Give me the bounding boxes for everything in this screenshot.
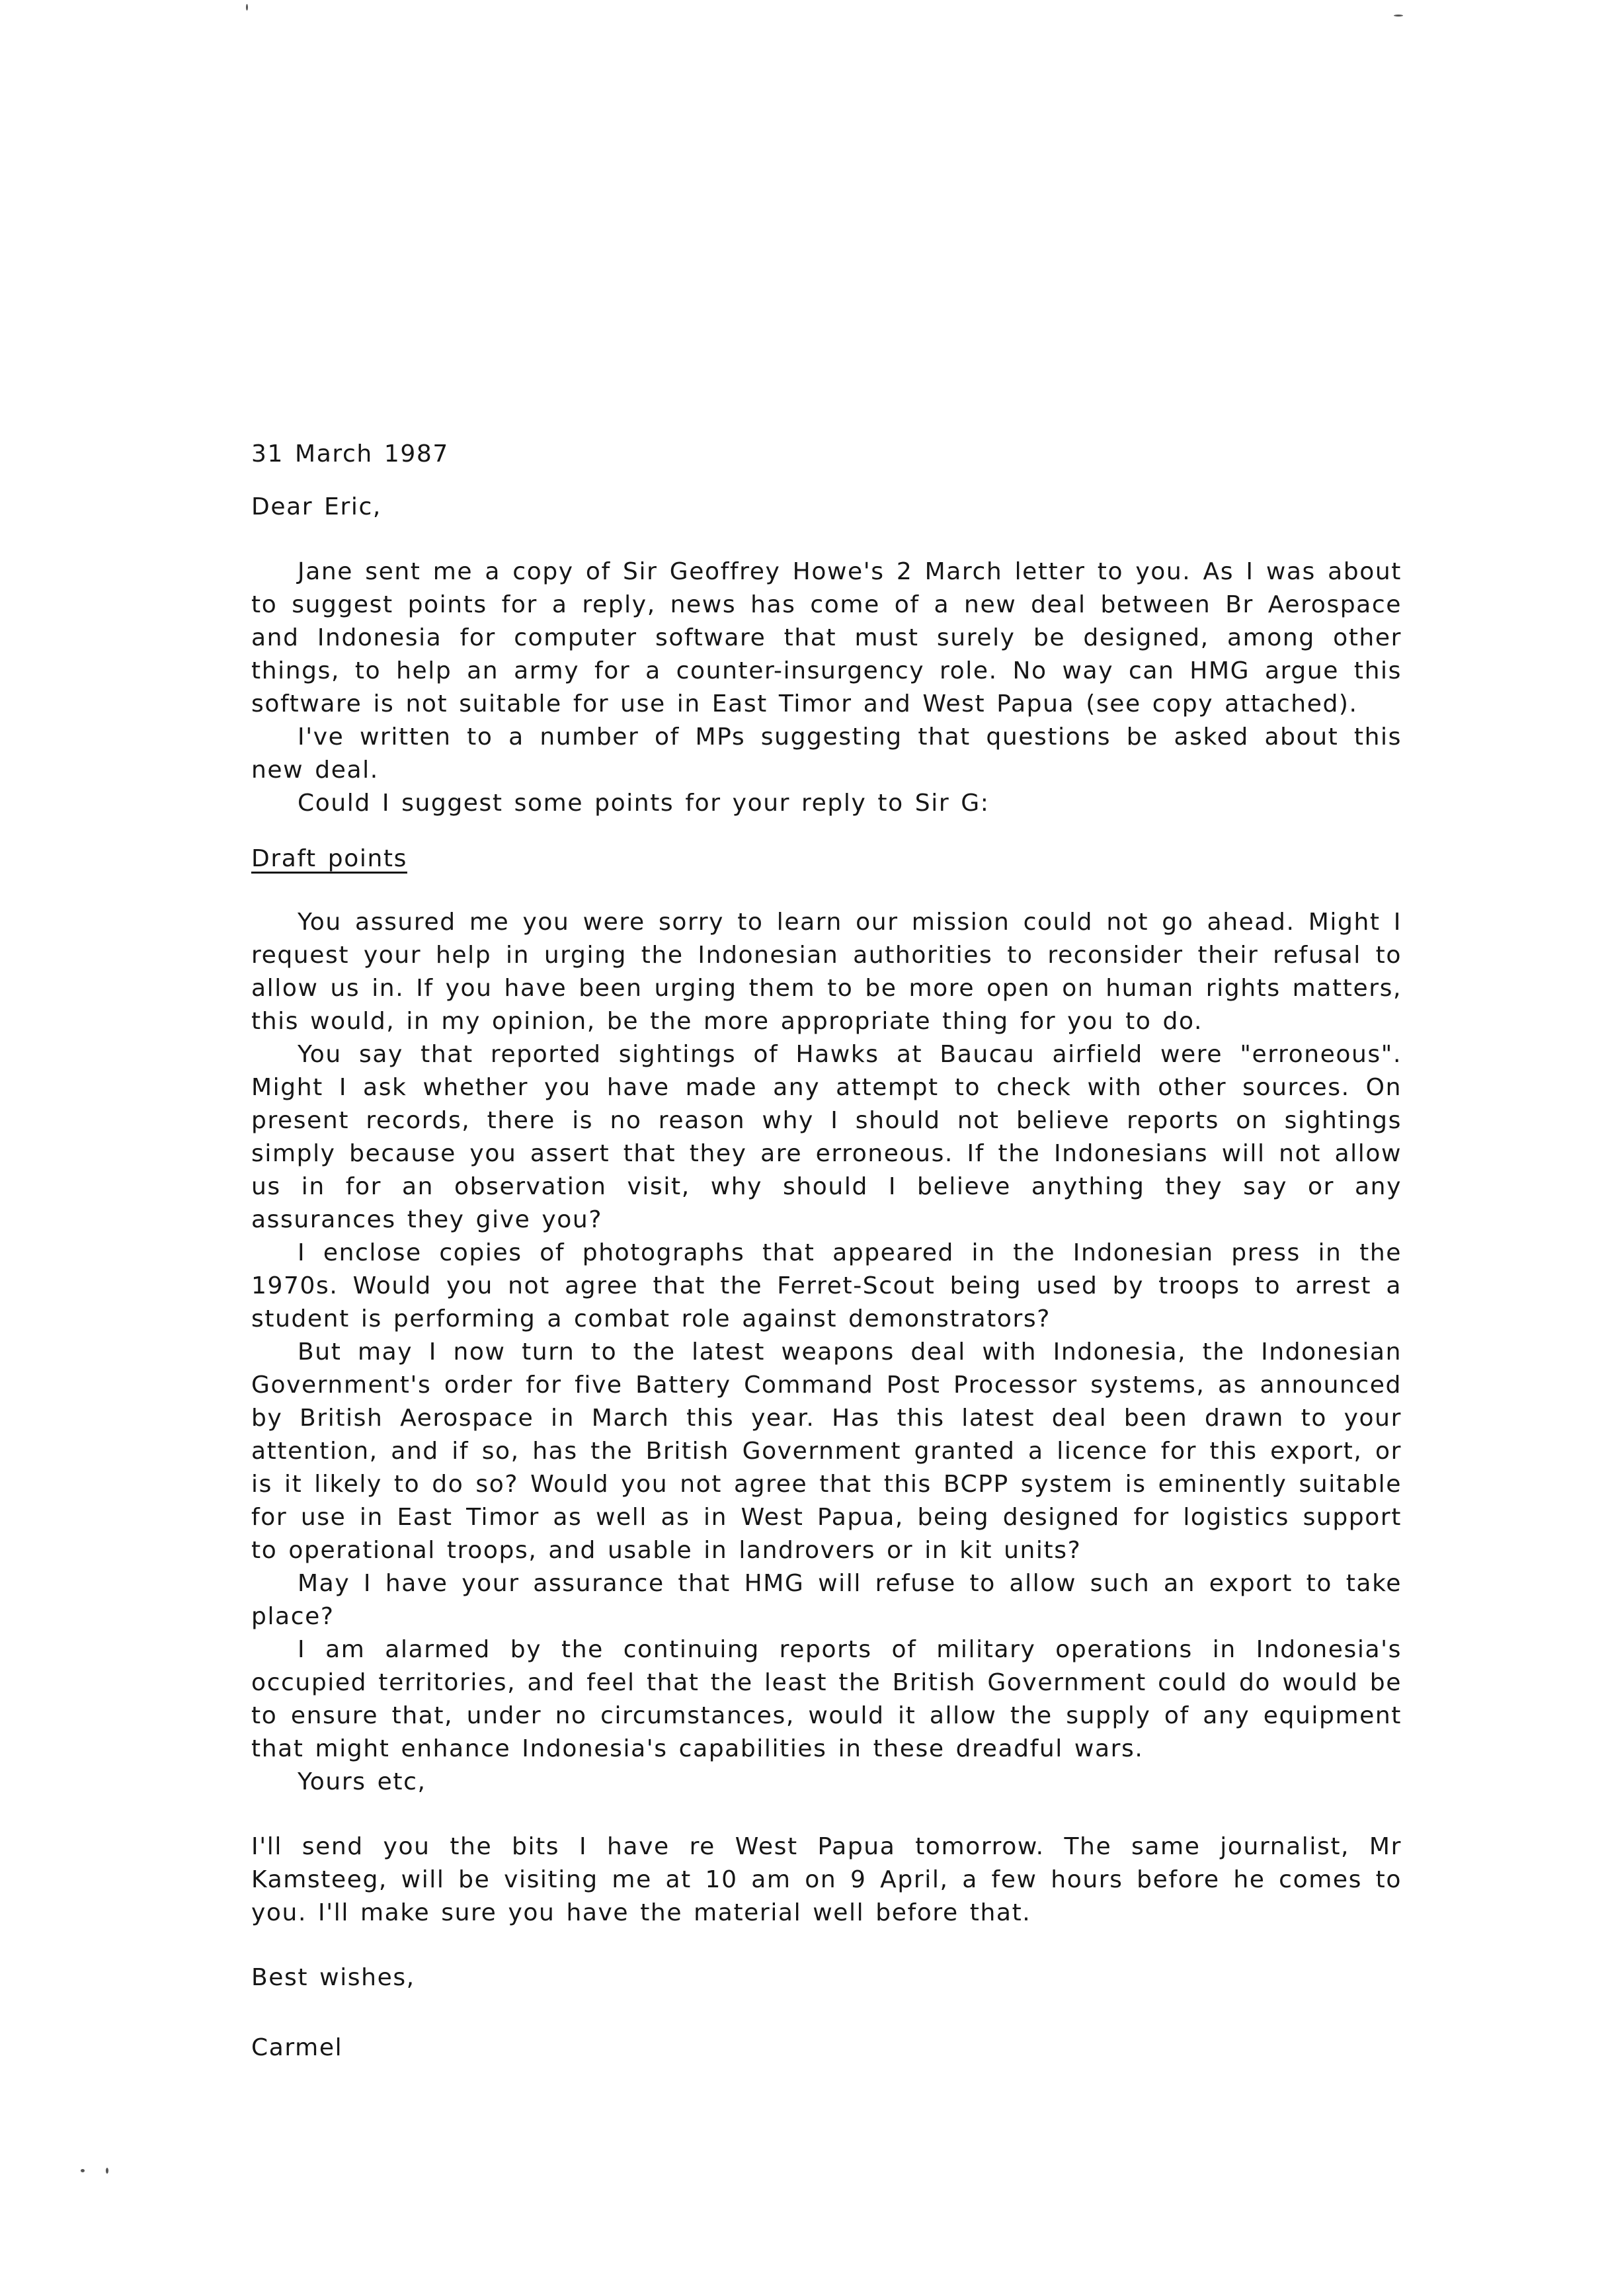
draft-paragraph: But may I now turn to the latest weapons deal with Indonesia, the Indonesian Government's order for five Battery Command Post Processor systems, as announced by British Aerospace in March this year. Has this latest deal been drawn to your attention, and if so, has the British Government granted a licence for this export, or is it likely to do so? Would you not agree that this BCPP system is eminently suitable for use in East Timor as well as in West Papua, being designed for logistics support to operational troops, and usable in landrovers or in kit units?	[251, 1338, 1402, 1564]
draft-paragraph: You assured me you were sorry to learn our mission could not go ahead. Might I request your help in urging the Indonesian authorities to reconsider their refusal to allow us in. If you have been urging them to be more open on human rights matters, this would, in my opinion, be the more appropriate thing for you to do.	[251, 909, 1402, 1035]
postscript-paragraph: I'll send you the bits I have re West Papua tomorrow. The same journalist, Mr Kamsteeg, will be visiting me at 10 am on 9 April, a few hours before he comes to you. I'll make sure you have the material well before that.	[251, 1833, 1402, 1926]
draft-paragraph: I enclose copies of photographs that appeared in the Indonesian press in the 1970s. Would you not agree that the Ferret-Scout being used by troops to arrest a student is performing a combat role against demonstrators?	[251, 1239, 1402, 1332]
draft-closing: Yours etc,	[298, 1768, 426, 1795]
draft-paragraph: You say that reported sightings of Hawks at Baucau airfield were "erroneous". Might I ask whether you have made any attempt to check with other sources. On present records, there is no reason why I should not believe reports on sightings simply because you assert that they are erroneous. If the Indonesians will not allow us in for an observation visit, why should I believe anything they say or any assurances they give you?	[251, 1041, 1402, 1233]
scan-speck	[106, 2168, 108, 2174]
signature: Carmel	[251, 2034, 343, 2061]
scan-speck	[1394, 15, 1403, 17]
signoff: Best wishes,	[251, 1964, 415, 1991]
intro-paragraph: Jane sent me a copy of Sir Geoffrey Howe's 2 March letter to you. As I was about to suggest points for a reply, news has come of a new deal between Br Aerospace and Indonesia for computer software that must surely be designed, among other things, to help an army for a counter-insurgency role. No way can HMG argue this software is not suitable for use in East Timor and West Papua (see copy attached).	[251, 558, 1402, 718]
intro-paragraph: Could I suggest some points for your reply to Sir G:	[298, 790, 990, 817]
draft-paragraph: May I have your assurance that HMG will refuse to allow such an export to take place?	[251, 1570, 1402, 1630]
letter-body	[251, 438, 1402, 2065]
letter-date: 31 March 1987	[251, 440, 449, 468]
scan-speck	[81, 2169, 85, 2172]
salutation: Dear Eric,	[251, 493, 382, 520]
draft-points-heading: Draft points	[251, 845, 407, 872]
draft-paragraph: I am alarmed by the continuing reports of military operations in Indonesia's occupied territories, and feel that the least the British Government could do would be to ensure that, under no circumstances, would it allow the supply of any equipment that might enhance Indonesia's capabilities in these dreadful wars.	[251, 1636, 1402, 1762]
scan-speck	[246, 4, 248, 11]
intro-paragraph: I've written to a number of MPs suggesting that questions be asked about this new deal.	[251, 723, 1402, 784]
